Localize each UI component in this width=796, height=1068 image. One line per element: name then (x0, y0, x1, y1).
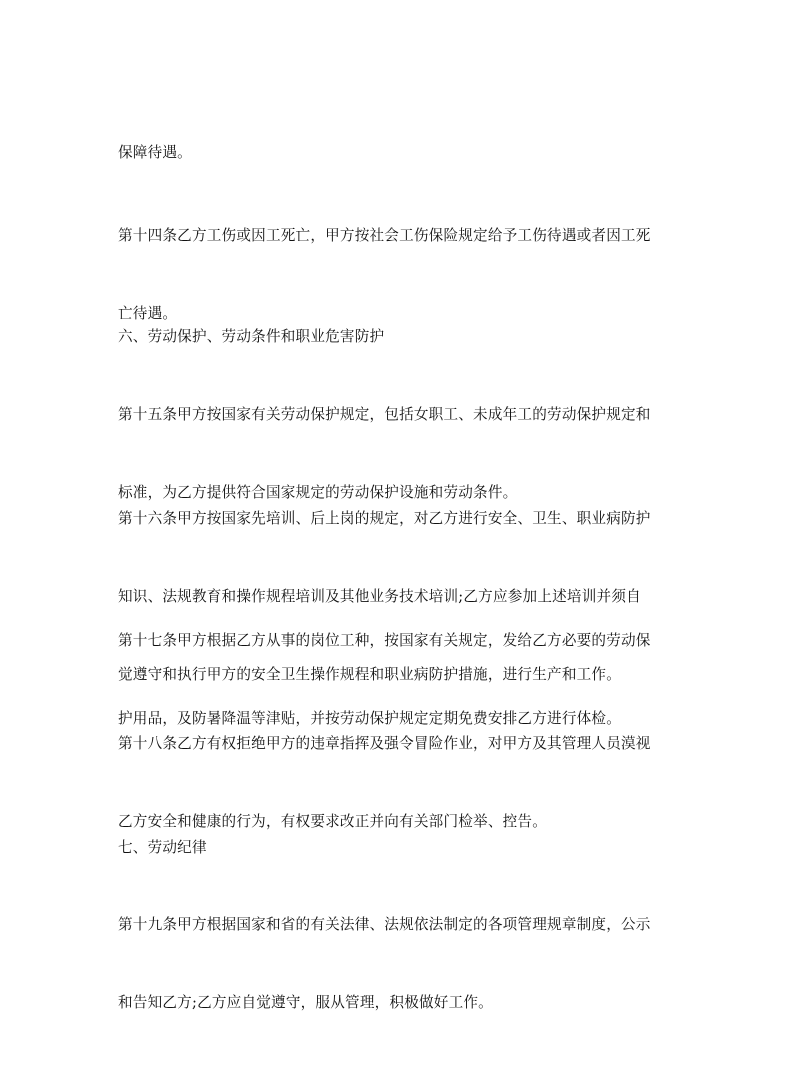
text-line: 第十六条甲方按国家先培训、后上岗的规定，对乙方进行安全、卫生、职业病防护 (118, 510, 651, 527)
text-line: 第十四条乙方工伤或因工死亡，甲方按社会工伤保险规定给予工伤待遇或者因工死 (118, 227, 651, 244)
text-line: 第十七条甲方根据乙方从事的岗位工种，按国家有关规定，发给乙方必要的劳动保 (118, 632, 651, 649)
text-line: 标准，为乙方提供符合国家规定的劳动保护设施和劳动条件。 (118, 484, 518, 501)
text-line: 和告知乙方;乙方应自觉遵守，服从管理，积极做好工作。 (118, 994, 493, 1011)
text-line: 七、劳动纪律 (118, 839, 207, 856)
text-line: 保障待遇。 (118, 144, 192, 161)
text-line: 护用品，及防暑降温等津贴，并按劳动保护规定定期免费安排乙方进行体检。 (118, 710, 621, 727)
text-line: 亡待遇。 (118, 305, 178, 322)
paragraph-article-19 (118, 860, 683, 1068)
text-line: 知识、法规教育和操作规程培训及其他业务技术培训;乙方应参加上述培训并须自 (118, 588, 641, 605)
text-line: 第十九条甲方根据国家和省的有关法律、法规依法制定的各项管理规章制度，公示 (118, 916, 651, 933)
text-line: 乙方安全和健康的行为，有权要求改正并向有关部门检举、控告。 (118, 813, 548, 830)
text-line: 六、劳动保护、劳动条件和职业危害防护 (118, 328, 385, 345)
text-line: 觉遵守和执行甲方的安全卫生操作规程和职业病防护措施，进行生产和工作。 (118, 666, 621, 683)
text-line: 第十五条甲方按国家有关劳动保护规定，包括女职工、未成年工的劳动保护规定和 (118, 406, 651, 423)
text-line: 第十八条乙方有权拒绝甲方的违章指挥及强令冒险作业，对甲方及其管理人员漠视 (118, 735, 651, 752)
